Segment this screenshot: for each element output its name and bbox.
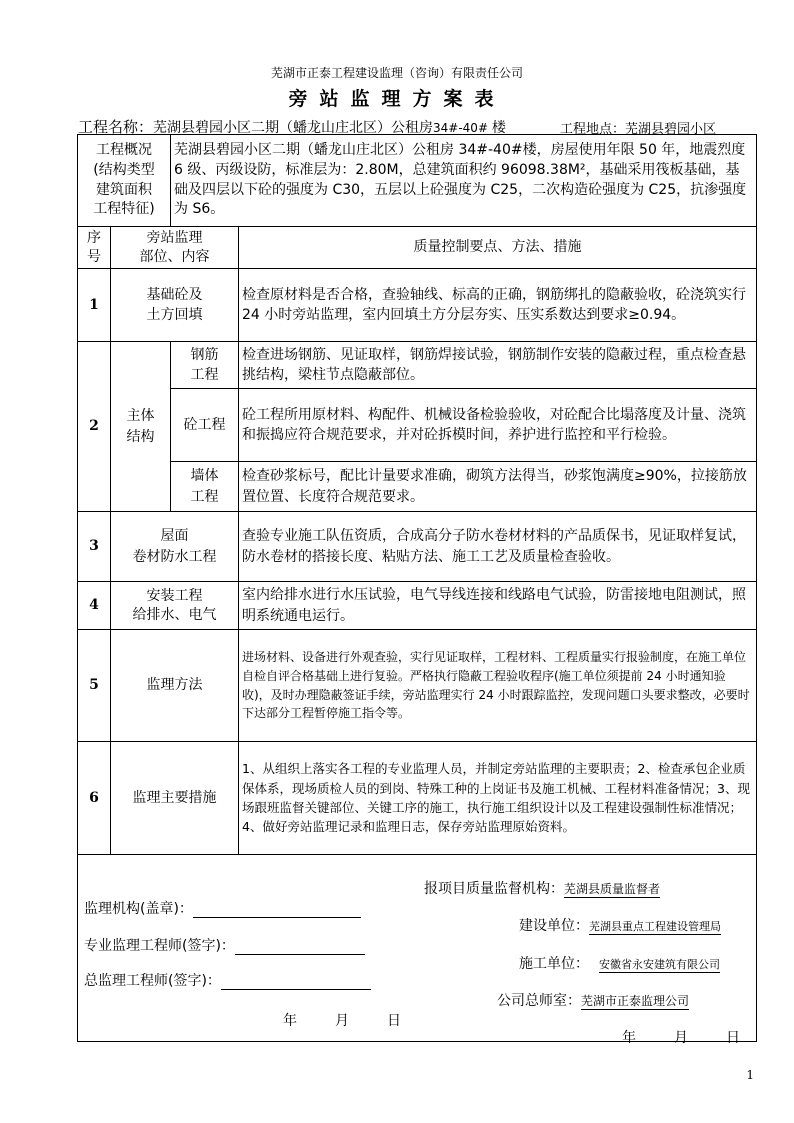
overview-label: 工程概况 (结构类型 建筑面积 工程特征) [78, 135, 171, 227]
page-number: 1 [746, 1068, 754, 1082]
header-seq: 序 号 [78, 227, 111, 269]
table-row [78, 742, 757, 855]
table-row [78, 630, 757, 742]
row-measures: 进场材料、设备进行外观查验，实行见证取样，工程材料、工程质量实行报验制度，在施工单位自检自评合格基础上进行复验。严格执行隐蔽工程验收程序(施工单位须提前 24 小时通知验收)，及时办理隐蔽签证手续，旁站监理实行 24 小时跟踪监控，发现问题口头要求整改，必要时下达部分工程暂停施工指令等。 [239, 630, 757, 742]
supervision-org-seal: 监理机构(盖章)： [84, 898, 361, 918]
row-part: 主体 结构 [111, 342, 171, 512]
left-date: 年 月 日 [283, 1013, 401, 1029]
table-row [78, 342, 757, 389]
table-row [78, 512, 757, 582]
row-measures: 砼工程所用原材料、构配件、机械设备检验验收，对砼配合比塌落度及计量、浇筑和振捣应符合规范要求，并对砼拆模时间，养护进行监控和平行检验。 [239, 389, 757, 462]
row-number: 5 [78, 630, 111, 742]
construction-contractor: 施工单位： 安徽省永安建筑有限公司 [519, 956, 720, 972]
company-name: 芜湖市正泰工程建设监理（咨询）有限责任公司 [270, 66, 523, 80]
project-name-value: 芜湖县碧园小区二期（蟠龙山庄北区）公租房 [153, 120, 434, 136]
project-location-label: 工程地点： [560, 122, 626, 137]
sub-part-concrete: 砼工程 [171, 389, 239, 462]
specialist-engineer-signature: 专业监理工程师(签字)： [84, 935, 365, 955]
row-measures: 检查砂浆标号，配比计量要求准确，砌筑方法得当，砂浆饱满度≥90%，拉接筋放置位置、长度符合规范要求。 [239, 462, 757, 512]
header-part: 旁站监理 部位、内容 [111, 227, 239, 269]
construction-owner: 建设单位：芜湖县重点工程建设管理局 [519, 918, 721, 934]
row-part: 监理主要措施 [111, 742, 239, 855]
row-number: 1 [78, 269, 111, 342]
company-chief-office: 公司总师室：芜湖市正泰监理公司 [497, 993, 690, 1009]
sub-part-rebar: 钢筋 工程 [171, 342, 239, 389]
row-number: 6 [78, 742, 111, 855]
project-location-value: 芜湖县碧园小区 [625, 122, 717, 137]
table-row [78, 582, 757, 630]
page-title: 旁站监理方案表 [288, 88, 506, 110]
project-name-label: 工程名称： [78, 118, 154, 136]
row-measures: 室内给排水进行水压试验，电气导线连接和线路电气试验，防雷接地电阻测试，照明系统通电运行。 [239, 582, 757, 630]
row-measures: 查验专业施工队伍资质，合成高分子防水卷材材料的产品质保书，见证取样复试，防水卷材的搭接长度、粘贴方法、施工工艺及质量检查验收。 [239, 512, 757, 582]
row-number: 4 [78, 582, 111, 630]
header-row [78, 227, 757, 269]
quality-supervision-org: 报项目质量监督机构：芜湖县质量监督者 [424, 881, 661, 897]
row-measures: 1、从组织上落实各工程的专业监理人员，并制定旁站监理的主要职责；2、检查承包企业质保体系，现场质检人员的到岗、特殊工种的上岗证书及施工机械、工程材料准备情况；3、现场跟班监督关键部位、关键工序的施工，执行施工组织设计以及工程建设强制性标准情况；4、做好旁站监理记录和监理日志，保存旁站监理原始资料。 [239, 742, 757, 855]
table-row [78, 462, 757, 512]
chief-engineer-signature: 总监理工程师(签字)： [84, 970, 371, 990]
right-date: 年 月 日 [622, 1030, 740, 1046]
overview-text: 芜湖县碧园小区二期（蟠龙山庄北区）公租房 34#-40#楼，房屋使用年限 50 年，地震烈度 6 级、丙级设防，标准层为：2.80M，总建筑面积约 96098.38M²，基础采用筏板基础，基础及四层以下砼的强度为 C30，五层以上砼强度为 C25，二次构造砼强度为 C25，抗渗强度为 S6。 [171, 135, 757, 227]
row-number: 2 [78, 342, 111, 512]
row-part: 监理方法 [111, 630, 239, 742]
project-building-numbers: 34#-40# [433, 121, 488, 135]
row-number: 3 [78, 512, 111, 582]
row-measures: 检查进场钢筋、见证取样，钢筋焊接试验，钢筋制作安装的隐蔽过程，重点检查悬挑结构，梁柱节点隐蔽部位。 [239, 342, 757, 389]
row-measures: 检查原材料是否合格，查验轴线、标高的正确，钢筋绑扎的隐蔽验收，砼浇筑实行 24 小时旁站监理，室内回填土方分层夯实、压实系数达到要求≥0.94。 [239, 269, 757, 342]
table-row [78, 269, 757, 342]
row-part: 屋面 卷材防水工程 [111, 512, 239, 582]
row-part: 安装工程 给排水、电气 [111, 582, 239, 630]
row-part: 基础砼及 土方回填 [111, 269, 239, 342]
table-row [78, 389, 757, 462]
project-name-suffix: 楼 [491, 120, 506, 136]
overview-row [78, 135, 757, 227]
header-measures: 质量控制要点、方法、措施 [239, 227, 757, 269]
sub-part-masonry: 墙体 工程 [171, 462, 239, 512]
